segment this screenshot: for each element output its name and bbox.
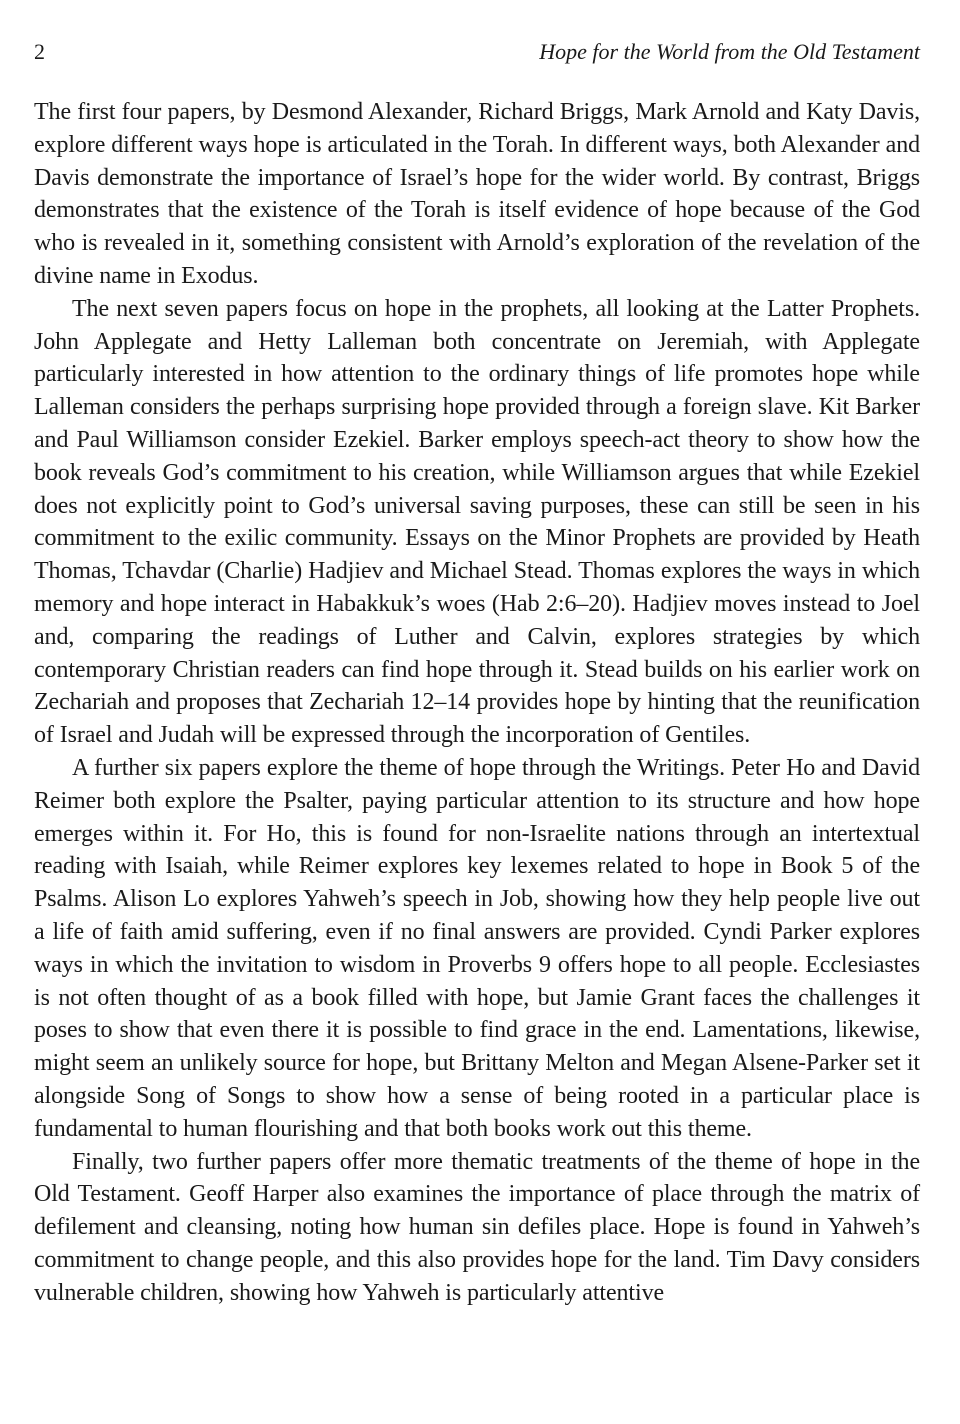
page-number: 2 <box>34 39 45 64</box>
paragraph-writings: A further six papers explore the theme of hope through the Writings. Peter Ho and David Reimer both explore the Psalter, paying particular attention to its structure and how hope emerges within it. For Ho, this is found for non-Israelite nations through an intertextual reading with Isaiah, while Reimer explores key lexemes related to hope in Book 5 of the Psalms. Alison Lo explores Yahweh’s speech in Job, showing how they help people live out a life of faith amid suffering, even if no final answers are provided. Cyndi Parker explores ways in which the invitation to wisdom in Proverbs 9 offers hope to all people. Ecclesiastes is not often thought of as a book filled with hope, but Jamie Grant faces the challenges it poses to show that even there it is possible to find grace in the end. Lamentations, likewise, might seem an unlikely source for hope, but Brittany Melton and Megan Alsene-Parker set it alongside Song of Songs to show how a sense of being rooted in a particular place is fundamental to human flourishing and that both books work out this theme. <box>34 754 920 1142</box>
paragraph-prophets: The next seven papers focus on hope in the prophets, all looking at the Latter Prophets. John Applegate and Hetty Lalleman both concentrate on Jeremiah, with Applegate particularly interested in how attention to the ordinary things of life promotes hope while Lalleman considers the perhaps surprising hope provided through a foreign slave. Kit Barker and Paul Williamson consider Ezekiel. Barker employs speech-act theory to show how the book reveals God’s commitment to his creation, while Williamson argues that while Ezekiel does not explicitly point to God’s universal saving purposes, these can still be seen in his commitment to the exilic community. Essays on the Minor Prophets are provided by Heath Thomas, Tchavdar (Charlie) Hadjiev and Michael Stead. Thomas explores the ways in which memory and hope interact in Habakkuk’s woes (Hab 2:6–20). Hadjiev moves instead to Joel and, comparing the readings of Luther and Calvin, explores strategies by which contemporary Christian readers can find hope through it. Stead builds on his earlier work on Zechariah and proposes that Zechariah 12–14 provides hope by hinting that the reunification of Israel and Judah will be expressed through the incorporation of Gentiles. <box>34 295 920 749</box>
paragraph-thematic: Finally, two further papers offer more thematic treatments of the theme of hope in the Old Testament. Geoff Harper also examines the importance of place through the matrix of defilement and cleansing, noting how human sin defiles place. Hope is found in Yahweh’s commitment to change people, and this also provides hope for the land. Tim Davy considers vulnerable children, showing how Yahweh is particularly attentive <box>34 1148 920 1306</box>
paragraph-torah: The first four papers, by Desmond Alexander, Richard Briggs, Mark Arnold and Katy Davis, explore different ways hope is articulated in the Torah. In different ways, both Alexander and Davis demonstrate the importance of Israel’s hope for the wider world. By contrast, Briggs demonstrates that the existence of the Torah is itself evidence of hope because of the God who is revealed in it, something consistent with Arnold’s exploration of the revelation of the divine name in Exodus. <box>34 99 920 289</box>
running-head <box>34 36 920 68</box>
book-page <box>34 36 920 1309</box>
body-text <box>34 96 920 1309</box>
running-title: Hope for the World from the Old Testament <box>539 39 920 64</box>
